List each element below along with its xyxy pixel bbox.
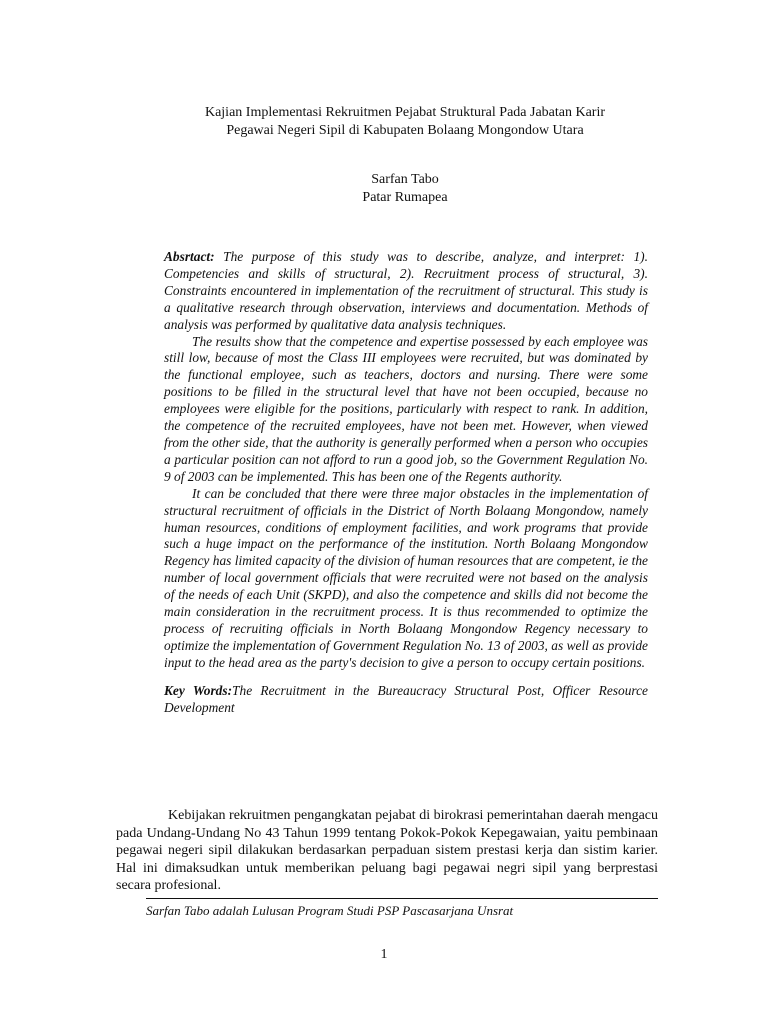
footnote: Sarfan Tabo adalah Lulusan Program Studi PSP Pascasarjana Unsrat [146,903,514,918]
footnote-divider [146,898,658,899]
title-line-1: Kajian Implementasi Rekruitmen Pejabat Struktural Pada Jabatan Karir [204,105,606,120]
abstract-label: Absrtact: [164,249,215,264]
keywords-label: Key Words: [164,682,233,698]
paper-title [120,104,690,140]
abstract-paragraph-3: It can be concluded that there were three major obstacles in the implementation of structural recruitment of officials in the District of North Bolaang Mongondow, namely human resources, conditions of employment facilities, and work programs that provide such a huge impact on the performance of the institution. North Bolaang Mongondow Regency has limited capacity of the division of human resources that are competent, ie the number of local government officials that were recruited were not based on the analysis of the needs of each Unit (SKPD), and also the competence and skills did not become the main consideration in the recruitment process. It is thus recommended to optimize the process of recruiting officials in North Bolaang Mongondow Regency necessary to optimize the implementation of Government Regulation No. 13 of 2003, as well as provide input to the head area as the party's decision to give a person to occupy certain positions. [164,485,648,670]
abstract-paragraph-2: The results show that the competence and expertise possessed by each employee was still low, because of most the Class III employees were recruited, but was dominated by the functional employee, such as teachers, doctors and nursing. There were some positions to be filled in the structural level that have not been occupied, because no employees were eligible for the positions, particularly with respect to rank. In addition, the competence of the recruited employees, have not been met. However, when viewed from the other side, that the authority is generally performed when a person who occupies a particular position can not afford to run a good job, so the Government Regulation No. 9 of 2003 can be implemented. This has been one of the Regents authority. [164,333,648,484]
abstract [164,249,648,716]
body-paragraph-1: Kebijakan rekruitmen pengangkatan pejabat di birokrasi pemerintahan daerah mengacu pada Undang-Undang No 43 Tahun 1999 tentang Pokok-Pokok Kepegawaian, yaitu pembinaan pegawai negeri sipil dilakukan berdasarkan perpaduan sistem prestasi kerja dan sistim karier. Hal ini dimaksudkan untuk memberikan peluang bagi pegawai negri sipil yang berprestasi secara profesional. [116,808,658,894]
title-line-2: Pegawai Negeri Sipil di Kabupaten Bolaang Mongondow Utara [226,123,584,138]
keywords-text: The Recruitment in the Bureaucracy Structural Post, Officer Resource Development [164,682,648,715]
page-number: 1 [380,947,388,962]
abstract-p1-text: The purpose of this study was to describe, analyze, and interpret: 1). Competencies and skills of structural, 2). Recruitment process of structural, 3). Constraints encountered in implementation of the recruitment of structural. This study is a qualitative research through observation, interviews and documentation. Methods of analysis was performed by qualitative data analysis techniques. [164,249,648,332]
author-2: Patar Rumapea [362,190,448,205]
abstract-paragraph-1 [164,249,648,334]
author-list [120,171,690,207]
keywords [164,683,648,717]
author-1: Sarfan Tabo [371,172,439,187]
